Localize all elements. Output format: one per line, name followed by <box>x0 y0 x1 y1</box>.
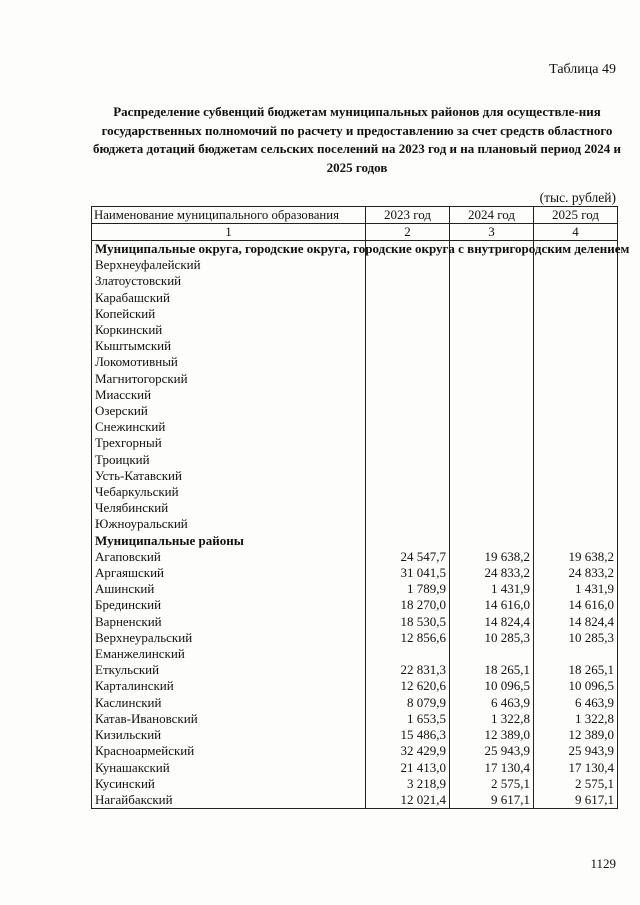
value-cell <box>450 387 534 403</box>
value-cell <box>450 338 534 354</box>
table-row <box>92 549 618 565</box>
table-row <box>92 403 618 419</box>
table-row <box>92 711 618 727</box>
table-row <box>92 322 618 338</box>
value-2024: 14 616,0 <box>450 597 534 613</box>
value-cell <box>450 354 534 370</box>
value-cell <box>450 322 534 338</box>
value-2025: 19 638,2 <box>534 549 618 565</box>
municipality-name: Красноармейский <box>92 743 366 759</box>
table-row <box>92 597 618 613</box>
value-cell <box>534 338 618 354</box>
table-row <box>92 500 618 516</box>
municipality-name: Челябинский <box>92 500 366 516</box>
value-cell <box>534 435 618 451</box>
value-cell <box>534 387 618 403</box>
value-2024: 1 431,9 <box>450 581 534 597</box>
value-cell <box>366 306 450 322</box>
table-row <box>92 630 618 646</box>
value-cell <box>450 290 534 306</box>
value-2024: 18 265,1 <box>450 662 534 678</box>
table-row <box>92 338 618 354</box>
table-row <box>92 678 618 694</box>
value-cell <box>366 371 450 387</box>
value-cell <box>534 452 618 468</box>
value-2023: 1 653,5 <box>366 711 450 727</box>
value-2025 <box>534 646 618 662</box>
municipality-name: Кунашакский <box>92 760 366 776</box>
value-2023: 3 218,9 <box>366 776 450 792</box>
value-cell <box>534 371 618 387</box>
table-row <box>92 581 618 597</box>
value-cell <box>534 273 618 289</box>
municipality-name: Варненский <box>92 614 366 630</box>
value-cell <box>450 533 534 549</box>
page-number: 1129 <box>590 856 616 871</box>
value-cell <box>534 484 618 500</box>
value-cell <box>366 468 450 484</box>
value-2024: 14 824,4 <box>450 614 534 630</box>
table-number: Таблица 49 <box>549 62 616 77</box>
value-cell <box>450 435 534 451</box>
section-row <box>92 533 618 549</box>
units-label: (тыс. рублей) <box>539 190 616 205</box>
value-cell <box>366 500 450 516</box>
municipality-name: Верхнеуральский <box>92 630 366 646</box>
municipality-name: Коркинский <box>92 322 366 338</box>
value-2024: 2 575,1 <box>450 776 534 792</box>
value-2025: 10 096,5 <box>534 678 618 694</box>
value-cell <box>534 306 618 322</box>
municipality-name: Катав-Ивановский <box>92 711 366 727</box>
value-2023: 18 270,0 <box>366 597 450 613</box>
municipality-name: Карабашский <box>92 290 366 306</box>
budget-table <box>91 206 630 809</box>
value-2025: 24 833,2 <box>534 565 618 581</box>
table-row <box>92 743 618 759</box>
value-2023: 22 831,3 <box>366 662 450 678</box>
value-cell <box>534 500 618 516</box>
municipality-name: Усть-Катавский <box>92 468 366 484</box>
value-cell <box>534 419 618 435</box>
municipality-name: Южноуральский <box>92 516 366 532</box>
municipality-name: Чебаркульский <box>92 484 366 500</box>
section-row <box>92 241 618 258</box>
table-row <box>92 565 618 581</box>
value-cell <box>450 484 534 500</box>
value-2024: 1 322,8 <box>450 711 534 727</box>
municipality-name: Аргаяшский <box>92 565 366 581</box>
municipality-name: Каслинский <box>92 695 366 711</box>
value-cell <box>366 452 450 468</box>
value-2023: 8 079,9 <box>366 695 450 711</box>
value-2024: 6 463,9 <box>450 695 534 711</box>
municipality-name: Карталинский <box>92 678 366 694</box>
value-2023: 21 413,0 <box>366 760 450 776</box>
value-2025: 10 285,3 <box>534 630 618 646</box>
value-2024: 9 617,1 <box>450 792 534 809</box>
value-cell <box>366 354 450 370</box>
table-row <box>92 273 618 289</box>
value-cell <box>366 290 450 306</box>
value-cell <box>534 322 618 338</box>
column-header: 2024 год <box>450 207 534 224</box>
value-cell <box>534 403 618 419</box>
value-cell <box>450 516 534 532</box>
table-row <box>92 354 618 370</box>
value-2024: 12 389,0 <box>450 727 534 743</box>
value-2025: 1 431,9 <box>534 581 618 597</box>
value-2025: 6 463,9 <box>534 695 618 711</box>
value-2023: 24 547,7 <box>366 549 450 565</box>
value-cell <box>534 533 618 549</box>
column-header: 2025 год <box>534 207 618 224</box>
table-row <box>92 419 618 435</box>
value-2025: 17 130,4 <box>534 760 618 776</box>
municipality-name: Златоустовский <box>92 273 366 289</box>
value-cell <box>366 419 450 435</box>
municipality-name: Кыштымский <box>92 338 366 354</box>
value-2023: 12 856,6 <box>366 630 450 646</box>
table-row <box>92 371 618 387</box>
municipality-name: Копейский <box>92 306 366 322</box>
value-2023: 1 789,9 <box>366 581 450 597</box>
value-2023: 31 041,5 <box>366 565 450 581</box>
municipality-name: Ашинский <box>92 581 366 597</box>
value-2023: 32 429,9 <box>366 743 450 759</box>
municipality-name: Магнитогорский <box>92 371 366 387</box>
value-cell <box>366 516 450 532</box>
municipality-name: Локомотивный <box>92 354 366 370</box>
municipality-name: Трехгорный <box>92 435 366 451</box>
value-cell <box>366 257 450 273</box>
value-2025: 1 322,8 <box>534 711 618 727</box>
table-row <box>92 760 618 776</box>
value-cell <box>366 435 450 451</box>
value-2024: 10 096,5 <box>450 678 534 694</box>
table-body <box>92 241 630 809</box>
table-row <box>92 306 618 322</box>
value-cell <box>366 322 450 338</box>
value-cell <box>450 273 534 289</box>
table-row <box>92 776 618 792</box>
municipality-name: Миасский <box>92 387 366 403</box>
value-cell <box>450 500 534 516</box>
value-2025: 2 575,1 <box>534 776 618 792</box>
table-row <box>92 662 618 678</box>
column-number: 1 <box>92 224 366 241</box>
municipality-name: Снежинский <box>92 419 366 435</box>
value-2024: 17 130,4 <box>450 760 534 776</box>
value-cell <box>450 257 534 273</box>
value-2024: 24 833,2 <box>450 565 534 581</box>
value-2024 <box>450 646 534 662</box>
value-cell <box>450 468 534 484</box>
municipality-name: Троицкий <box>92 452 366 468</box>
municipality-name: Кизильский <box>92 727 366 743</box>
value-cell <box>366 403 450 419</box>
value-2025: 9 617,1 <box>534 792 618 809</box>
value-cell <box>534 257 618 273</box>
document-title: Распределение субвенций бюджетам муниципальных районов для осуществле-ния государственных полномочий по расчету и предоставлению за счет средств областного бюджета дотаций бюджетам сельских поселений на 2023 год и на плановый период 2024 и 2025 годов <box>92 104 622 175</box>
value-cell <box>450 371 534 387</box>
municipality-name: Агаповский <box>92 549 366 565</box>
table-row <box>92 257 618 273</box>
table-row <box>92 727 618 743</box>
value-cell <box>366 533 450 549</box>
municipality-name: Кусинский <box>92 776 366 792</box>
value-cell <box>366 273 450 289</box>
value-2025: 14 824,4 <box>534 614 618 630</box>
value-2024: 25 943,9 <box>450 743 534 759</box>
value-2025: 14 616,0 <box>534 597 618 613</box>
table-row <box>92 792 618 809</box>
table-row <box>92 468 618 484</box>
value-2023: 15 486,3 <box>366 727 450 743</box>
header-row <box>92 207 618 224</box>
value-cell <box>366 387 450 403</box>
table-row <box>92 516 618 532</box>
column-header: 2023 год <box>366 207 450 224</box>
value-2024: 10 285,3 <box>450 630 534 646</box>
value-2025: 18 265,1 <box>534 662 618 678</box>
column-number: 3 <box>450 224 534 241</box>
table-row <box>92 435 618 451</box>
table-row <box>92 387 618 403</box>
table-row <box>92 695 618 711</box>
column-number: 2 <box>366 224 450 241</box>
value-cell <box>450 419 534 435</box>
value-cell <box>366 484 450 500</box>
value-2025: 12 389,0 <box>534 727 618 743</box>
column-number-row <box>92 224 618 241</box>
table-row <box>92 484 618 500</box>
municipality-name: Верхнеуфалейский <box>92 257 366 273</box>
value-cell <box>534 354 618 370</box>
section-heading: Муниципальные районы <box>92 533 366 549</box>
table-row <box>92 290 618 306</box>
municipality-name: Озерский <box>92 403 366 419</box>
municipality-name: Нагайбакский <box>92 792 366 809</box>
value-cell <box>534 468 618 484</box>
value-cell <box>450 452 534 468</box>
value-2023: 12 620,6 <box>366 678 450 694</box>
section-heading: Муниципальные округа, городские округа, городские округа с внутригородским делением <box>92 241 366 258</box>
municipality-name: Еманжелинский <box>92 646 366 662</box>
value-2023: 18 530,5 <box>366 614 450 630</box>
value-cell <box>534 516 618 532</box>
value-cell <box>450 403 534 419</box>
municipality-name: Еткульский <box>92 662 366 678</box>
value-cell <box>366 338 450 354</box>
value-cell <box>534 290 618 306</box>
value-cell <box>450 306 534 322</box>
value-2023: 12 021,4 <box>366 792 450 809</box>
value-2024: 19 638,2 <box>450 549 534 565</box>
value-2025: 25 943,9 <box>534 743 618 759</box>
table-row <box>92 646 618 662</box>
municipality-name: Брединский <box>92 597 366 613</box>
value-2023 <box>366 646 450 662</box>
column-number: 4 <box>534 224 618 241</box>
table-row <box>92 614 618 630</box>
column-header: Наименование муниципального образования <box>92 207 366 224</box>
table-row <box>92 452 618 468</box>
